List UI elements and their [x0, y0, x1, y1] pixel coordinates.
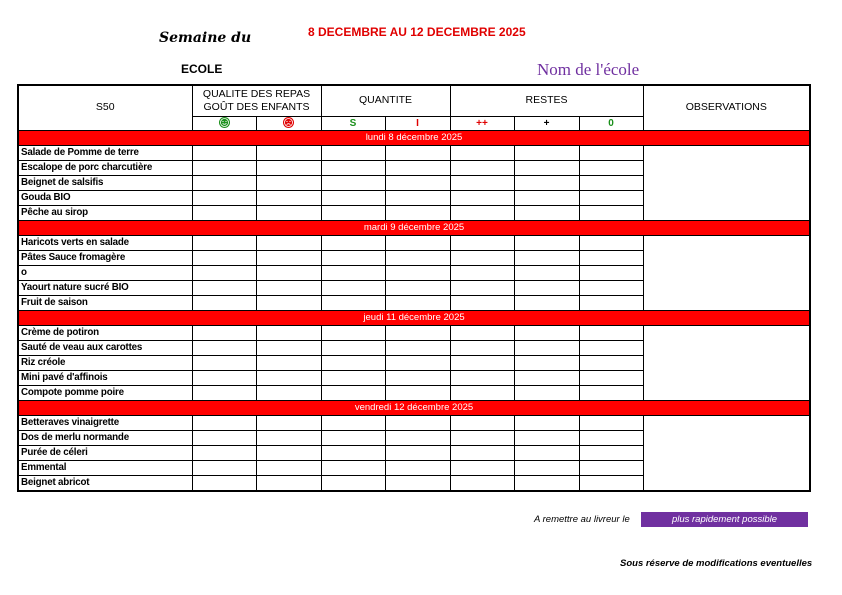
week-code: S50	[18, 85, 192, 130]
quantite-i-cell[interactable]	[385, 295, 450, 310]
qualite-sad-cell[interactable]	[256, 475, 321, 491]
restes-plusplus-cell[interactable]	[450, 415, 514, 430]
quantite-i-cell[interactable]	[385, 175, 450, 190]
remettre-label: A remettre au livreur le	[534, 514, 630, 525]
qualite-sad-cell[interactable]	[256, 370, 321, 385]
reserve-note: Sous réserve de modifications eventuelles	[620, 558, 813, 569]
quantite-i-cell[interactable]	[385, 355, 450, 370]
restes-zero-cell[interactable]	[579, 340, 643, 355]
dish-name: Salade de Pomme de terre	[18, 145, 192, 160]
qualite-happy-cell[interactable]	[192, 355, 256, 370]
dish-name: Mini pavé d'affinois	[18, 370, 192, 385]
restes-zero-cell[interactable]	[579, 235, 643, 250]
qualite-sad-cell	[256, 116, 321, 130]
quantite-s-cell[interactable]	[321, 280, 385, 295]
restes-plus-cell[interactable]	[514, 265, 579, 280]
quantite-s-cell[interactable]	[321, 145, 385, 160]
restes-plus-cell[interactable]	[514, 475, 579, 491]
restes-plusplus-cell[interactable]	[450, 175, 514, 190]
day-band	[18, 310, 810, 325]
qualite-sad-cell[interactable]	[256, 340, 321, 355]
qualite-sad-cell[interactable]	[256, 385, 321, 400]
qualite-happy-cell[interactable]	[192, 235, 256, 250]
dish-name: Beignet de salsifis	[18, 175, 192, 190]
qualite-sad-cell[interactable]	[256, 265, 321, 280]
restes-plus-symbol: +	[514, 116, 579, 130]
restes-zero-cell[interactable]	[579, 475, 643, 491]
qualite-sad-cell[interactable]	[256, 175, 321, 190]
quantite-i-cell[interactable]	[385, 430, 450, 445]
restes-plus-cell[interactable]	[514, 415, 579, 430]
dish-name: o	[18, 265, 192, 280]
qualite-happy-cell[interactable]	[192, 430, 256, 445]
quantite-s-cell[interactable]	[321, 205, 385, 220]
table-row	[18, 145, 810, 160]
qualite-happy-cell[interactable]	[192, 370, 256, 385]
qualite-sad-cell[interactable]	[256, 145, 321, 160]
day-band	[18, 400, 810, 415]
quantite-s-cell[interactable]	[321, 160, 385, 175]
qualite-sad-cell[interactable]	[256, 415, 321, 430]
restes-zero-cell[interactable]	[579, 385, 643, 400]
restes-plusplus-cell[interactable]	[450, 385, 514, 400]
qualite-sad-cell[interactable]	[256, 355, 321, 370]
quantite-i-cell[interactable]	[385, 325, 450, 340]
restes-zero-cell[interactable]	[579, 370, 643, 385]
quantite-s-cell[interactable]	[321, 265, 385, 280]
qualite-sad-cell[interactable]	[256, 250, 321, 265]
restes-plusplus-cell[interactable]	[450, 265, 514, 280]
restes-zero-cell[interactable]	[579, 265, 643, 280]
restes-plus-cell[interactable]	[514, 340, 579, 355]
restes-plusplus-cell[interactable]	[450, 370, 514, 385]
restes-zero-cell[interactable]	[579, 445, 643, 460]
quantite-i-cell[interactable]	[385, 160, 450, 175]
restes-plus-cell[interactable]	[514, 280, 579, 295]
restes-plusplus-cell[interactable]	[450, 430, 514, 445]
qualite-happy-cell[interactable]	[192, 190, 256, 205]
restes-plusplus-cell[interactable]	[450, 475, 514, 491]
qualite-happy-cell[interactable]	[192, 205, 256, 220]
restes-plusplus-cell[interactable]	[450, 205, 514, 220]
restes-zero-cell[interactable]	[579, 325, 643, 340]
qualite-sad-cell[interactable]	[256, 205, 321, 220]
qualite-happy-cell[interactable]	[192, 295, 256, 310]
qualite-happy-cell[interactable]	[192, 160, 256, 175]
quantite-i-cell[interactable]	[385, 385, 450, 400]
quantite-s-cell[interactable]	[321, 190, 385, 205]
observations-cell[interactable]	[643, 415, 810, 491]
quantite-i-cell[interactable]	[385, 415, 450, 430]
quantite-s-cell[interactable]	[321, 370, 385, 385]
restes-plus-cell[interactable]	[514, 160, 579, 175]
qualite-sad-cell[interactable]	[256, 295, 321, 310]
restes-plus-cell[interactable]	[514, 250, 579, 265]
restes-plusplus-cell[interactable]	[450, 445, 514, 460]
qualite-sad-cell[interactable]	[256, 430, 321, 445]
restes-plus-cell[interactable]	[514, 295, 579, 310]
day-label: lundi 8 décembre 2025	[18, 130, 810, 145]
observations-cell[interactable]	[643, 325, 810, 400]
dish-name: Sauté de veau aux carottes	[18, 340, 192, 355]
quantite-i-cell[interactable]	[385, 460, 450, 475]
restes-zero-cell[interactable]	[579, 280, 643, 295]
quantite-i-cell[interactable]	[385, 190, 450, 205]
restes-plus-cell[interactable]	[514, 325, 579, 340]
quantite-i-cell[interactable]	[385, 475, 450, 491]
qualite-happy-cell[interactable]	[192, 265, 256, 280]
qualite-happy-cell[interactable]	[192, 460, 256, 475]
quantite-s-cell[interactable]	[321, 235, 385, 250]
restes-plus-cell[interactable]	[514, 385, 579, 400]
day-band	[18, 220, 810, 235]
semaine-label: Semaine du	[159, 30, 252, 46]
dish-name: Dos de merlu normande	[18, 430, 192, 445]
quantite-i-cell[interactable]	[385, 340, 450, 355]
quantite-s-cell[interactable]	[321, 475, 385, 491]
observations-cell[interactable]	[643, 235, 810, 310]
week-dates: 8 DECEMBRE AU 12 DECEMBRE 2025	[308, 25, 526, 39]
dish-name: Gouda BIO	[18, 190, 192, 205]
smiley-sad-icon	[283, 117, 294, 128]
restes-plusplus-cell[interactable]	[450, 325, 514, 340]
quantite-s-symbol: S	[321, 116, 385, 130]
smiley-happy-icon	[219, 117, 230, 128]
quantite-s-cell[interactable]	[321, 430, 385, 445]
qualite-happy-cell[interactable]	[192, 280, 256, 295]
restes-plus-cell[interactable]	[514, 430, 579, 445]
restes-zero-cell[interactable]	[579, 190, 643, 205]
remettre-value: plus rapidement possible	[641, 512, 808, 527]
quantite-i-cell[interactable]	[385, 145, 450, 160]
restes-plusplus-cell[interactable]	[450, 250, 514, 265]
observations-cell[interactable]	[643, 145, 810, 220]
qualite-sad-cell[interactable]	[256, 460, 321, 475]
restes-plusplus-cell[interactable]	[450, 280, 514, 295]
qualite-happy-cell[interactable]	[192, 175, 256, 190]
restes-zero-cell[interactable]	[579, 295, 643, 310]
qualite-sad-cell[interactable]	[256, 190, 321, 205]
dish-name: Betteraves vinaigrette	[18, 415, 192, 430]
quantite-i-cell[interactable]	[385, 280, 450, 295]
restes-zero-cell[interactable]	[579, 160, 643, 175]
quantite-s-cell[interactable]	[321, 355, 385, 370]
quantite-i-cell[interactable]	[385, 370, 450, 385]
quantite-s-cell[interactable]	[321, 295, 385, 310]
dish-name: Haricots verts en salade	[18, 235, 192, 250]
restes-plus-cell[interactable]	[514, 445, 579, 460]
quantite-s-cell[interactable]	[321, 415, 385, 430]
dish-name: Emmental	[18, 460, 192, 475]
quantite-i-cell[interactable]	[385, 265, 450, 280]
quantite-i-cell[interactable]	[385, 445, 450, 460]
restes-plus-cell[interactable]	[514, 145, 579, 160]
dish-name: Compote pomme poire	[18, 385, 192, 400]
restes-plusplus-cell[interactable]	[450, 145, 514, 160]
restes-zero-cell[interactable]	[579, 175, 643, 190]
restes-plusplus-cell[interactable]	[450, 190, 514, 205]
table-header-row	[18, 85, 810, 116]
qualite-happy-cell	[192, 116, 256, 130]
restes-plus-cell[interactable]	[514, 460, 579, 475]
quantite-header: QUANTITE	[321, 85, 450, 116]
restes-zero-cell[interactable]	[579, 250, 643, 265]
qualite-sad-cell[interactable]	[256, 325, 321, 340]
ecole-label: ECOLE	[181, 62, 223, 76]
day-label: jeudi 11 décembre 2025	[18, 310, 810, 325]
dish-name: Beignet abricot	[18, 475, 192, 491]
qualite-sad-cell[interactable]	[256, 235, 321, 250]
qualite-happy-cell[interactable]	[192, 325, 256, 340]
quantite-i-symbol: I	[385, 116, 450, 130]
quantite-s-cell[interactable]	[321, 445, 385, 460]
restes-zero-cell[interactable]	[579, 355, 643, 370]
day-band	[18, 130, 810, 145]
quantite-s-cell[interactable]	[321, 175, 385, 190]
quantite-s-cell[interactable]	[321, 460, 385, 475]
observations-header: OBSERVATIONS	[643, 85, 810, 130]
qualite-sad-cell[interactable]	[256, 445, 321, 460]
restes-plusplus-cell[interactable]	[450, 340, 514, 355]
quantite-s-cell[interactable]	[321, 340, 385, 355]
restes-header: RESTES	[450, 85, 643, 116]
qualite-happy-cell[interactable]	[192, 340, 256, 355]
qualite-happy-cell[interactable]	[192, 475, 256, 491]
school-name: Nom de l'école	[537, 60, 640, 79]
menu-evaluation-table	[17, 84, 811, 492]
restes-zero-symbol: 0	[579, 116, 643, 130]
table-row	[18, 235, 810, 250]
restes-zero-cell[interactable]	[579, 430, 643, 445]
restes-zero-cell[interactable]	[579, 460, 643, 475]
qualite-happy-cell[interactable]	[192, 385, 256, 400]
qualite-happy-cell[interactable]	[192, 445, 256, 460]
day-label: vendredi 12 décembre 2025	[18, 400, 810, 415]
restes-plus-cell[interactable]	[514, 175, 579, 190]
qualite-happy-cell[interactable]	[192, 415, 256, 430]
restes-plus-cell[interactable]	[514, 205, 579, 220]
quantite-i-cell[interactable]	[385, 250, 450, 265]
quantite-s-cell[interactable]	[321, 325, 385, 340]
quantite-i-cell[interactable]	[385, 235, 450, 250]
restes-plus-cell[interactable]	[514, 370, 579, 385]
restes-zero-cell[interactable]	[579, 415, 643, 430]
quantite-s-cell[interactable]	[321, 250, 385, 265]
qualite-happy-cell[interactable]	[192, 145, 256, 160]
day-label: mardi 9 décembre 2025	[18, 220, 810, 235]
dish-name: Crème de potiron	[18, 325, 192, 340]
dish-name: Escalope de porc charcutière	[18, 160, 192, 175]
restes-zero-cell[interactable]	[579, 145, 643, 160]
quantite-s-cell[interactable]	[321, 385, 385, 400]
restes-zero-cell[interactable]	[579, 205, 643, 220]
dish-name: Pâtes Sauce fromagère	[18, 250, 192, 265]
qualite-sad-cell[interactable]	[256, 160, 321, 175]
restes-plusplus-cell[interactable]	[450, 355, 514, 370]
restes-plus-cell[interactable]	[514, 235, 579, 250]
qualite-happy-cell[interactable]	[192, 250, 256, 265]
restes-plusplus-symbol: ++	[450, 116, 514, 130]
table-row	[18, 415, 810, 430]
restes-plusplus-cell[interactable]	[450, 235, 514, 250]
restes-plusplus-cell[interactable]	[450, 160, 514, 175]
dish-name: Fruit de saison	[18, 295, 192, 310]
restes-plus-cell[interactable]	[514, 190, 579, 205]
restes-plusplus-cell[interactable]	[450, 295, 514, 310]
restes-plus-cell[interactable]	[514, 355, 579, 370]
qualite-header: QUALITE DES REPAS GOÛT DES ENFANTS	[192, 85, 321, 116]
dish-name: Yaourt nature sucré BIO	[18, 280, 192, 295]
table-row	[18, 325, 810, 340]
restes-plusplus-cell[interactable]	[450, 460, 514, 475]
quantite-i-cell[interactable]	[385, 205, 450, 220]
dish-name: Riz créole	[18, 355, 192, 370]
dish-name: Pêche au sirop	[18, 205, 192, 220]
qualite-sad-cell[interactable]	[256, 280, 321, 295]
dish-name: Purée de céleri	[18, 445, 192, 460]
